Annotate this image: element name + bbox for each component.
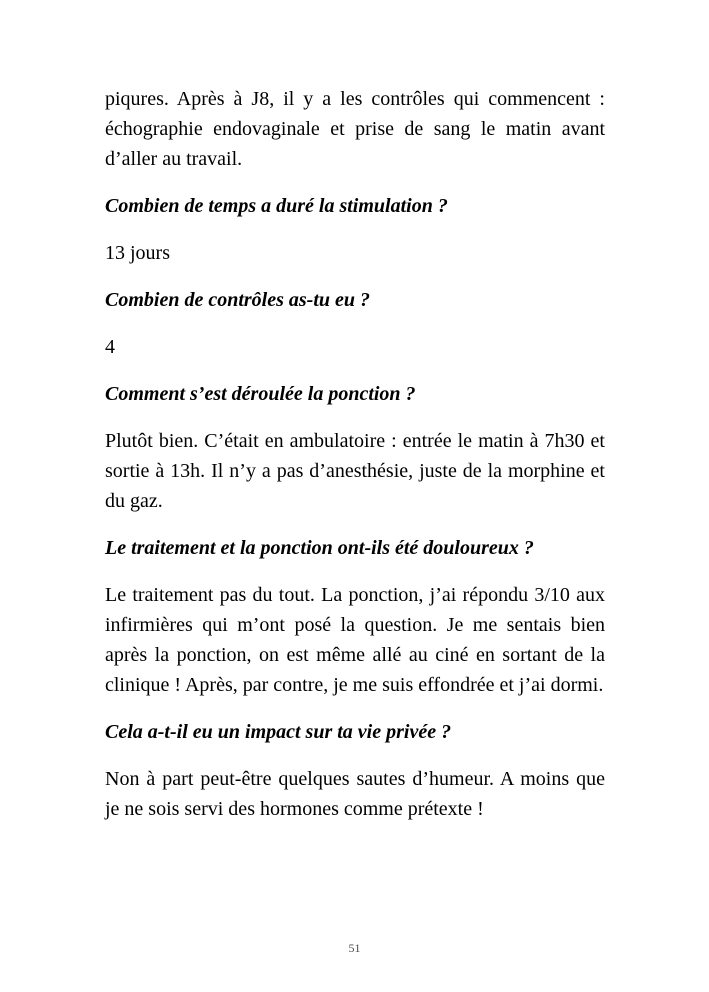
page-number: 51 bbox=[348, 941, 361, 955]
interview-answer: 13 jours bbox=[105, 242, 170, 264]
interview-answer: Plutôt bien. C’était en ambulatoire : entrée le matin à 7h30 et sortie à 13h. Il n’y a pas d’anesthésie, juste de la morphine et du gaz. bbox=[105, 430, 605, 512]
interview-question: Le traitement et la ponction ont-ils été douloureux ? bbox=[105, 537, 534, 559]
document-page bbox=[105, 84, 605, 841]
interview-answer-continued: piqures. Après à J8, il y a les contrôles qui commencent : échographie endovaginale et prise de sang le matin avant d’aller au travail. bbox=[105, 88, 605, 170]
interview-question: Cela a-t-il eu un impact sur ta vie privée ? bbox=[105, 721, 452, 743]
interview-question: Combien de contrôles as-tu eu ? bbox=[105, 289, 371, 311]
interview-question: Comment s’est déroulée la ponction ? bbox=[105, 383, 416, 405]
interview-answer: Non à part peut-être quelques sautes d’humeur. A moins que je ne sois servi des hormones comme prétexte ! bbox=[105, 768, 605, 820]
interview-answer: 4 bbox=[105, 336, 115, 358]
interview-answer: Le traitement pas du tout. La ponction, j’ai répondu 3/10 aux infirmières qui m’ont posé la question. Je me sentais bien après la ponction, on est même allé au ciné en sortant de la clinique ! Après, par contre, je me suis effondrée et j’ai dormi. bbox=[105, 584, 605, 696]
interview-question: Combien de temps a duré la stimulation ? bbox=[105, 195, 448, 217]
